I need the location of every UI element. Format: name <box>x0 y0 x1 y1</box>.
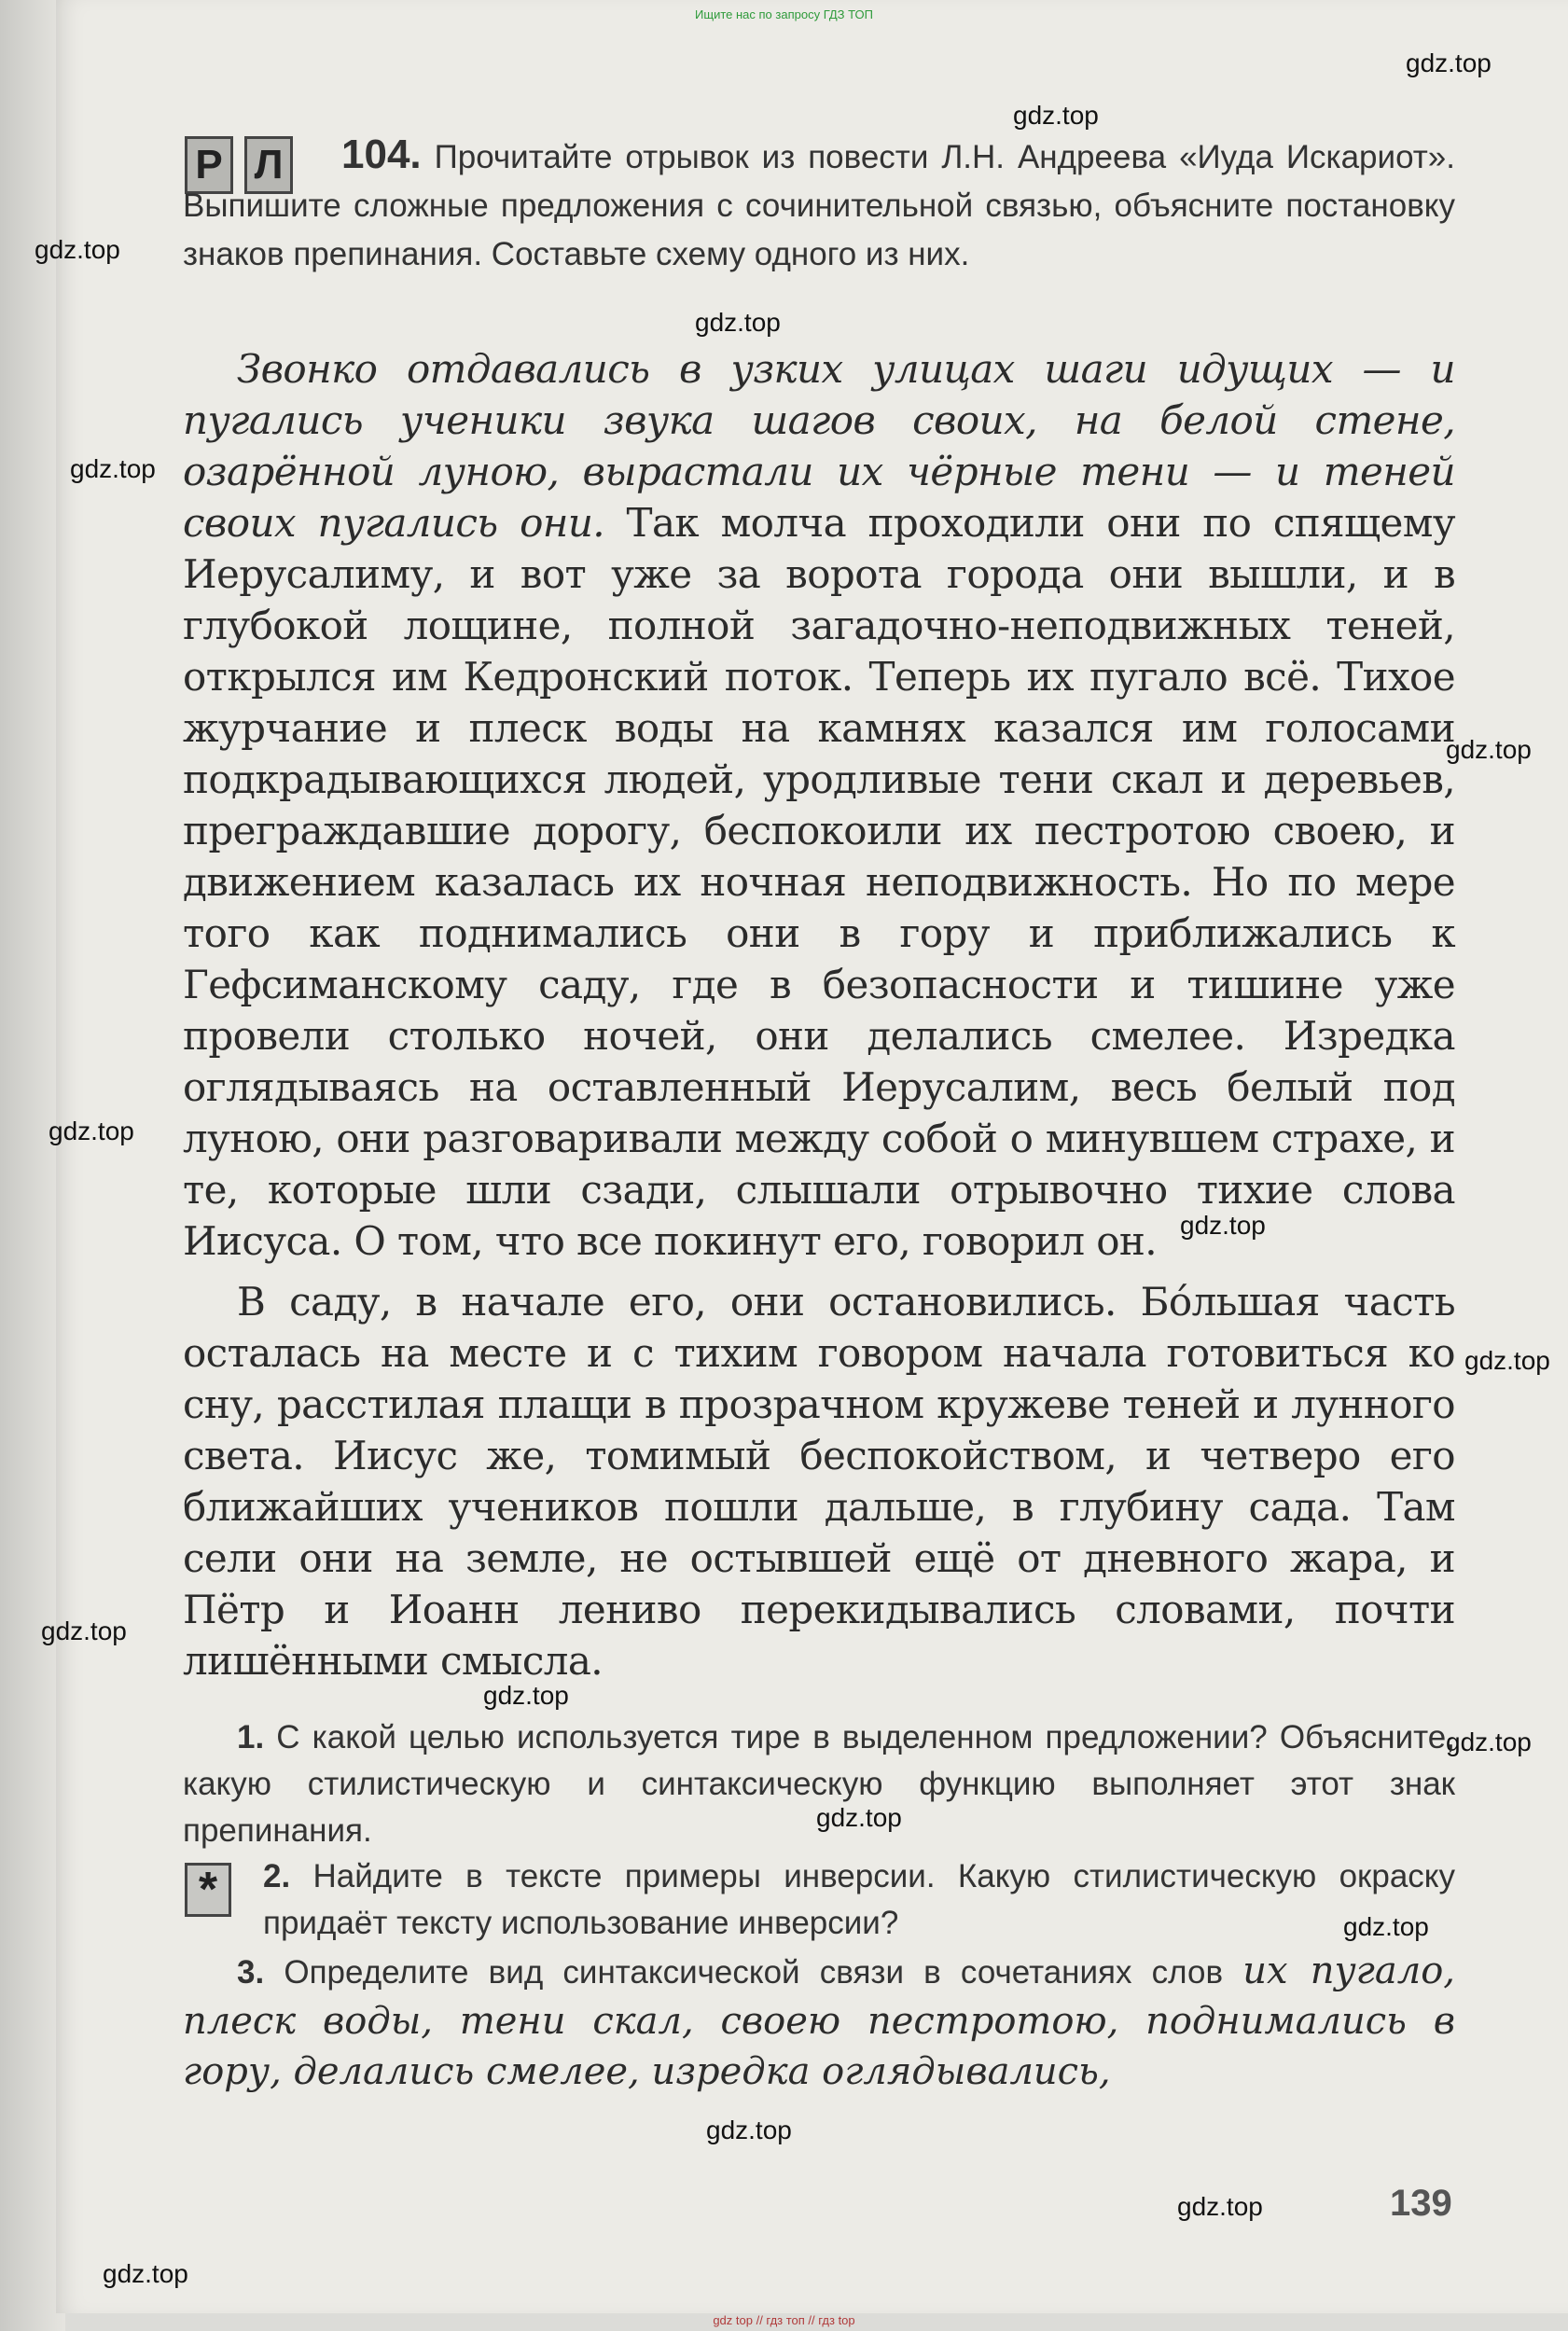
passage-text: Так молча проходили они по спящему Иерусалиму, и вот уже за ворота города они вышли, и в глубокой лощине, полной загадочно-неподвижных теней, открылся им Кедронский поток. Теперь их пугало всё. Тихое журчание и плеск воды на камнях казался им голосами подкрадывающихся людей, уродливые тени скал и деревьев, преграждавшие дорогу, беспокоили их пестротою своею, и движением казалась их ночная неподвижность. Но по мере того как поднимались они в гору и приближались к Гефсиманскому саду, где в безопасности и тишине уже провели столько ночей, они делались смелее. Изредка оглядываясь на оставленный Иерусалим, весь белый под луною, они разговаривали между собой о минувшем страхе, и те, которые шли сзади, слышали отрывочно тихие слова Иисуса. О том, что все покинут его, говорил он. <box>183 500 1455 1264</box>
passage-text-2: В саду, в начале его, они остановились. Бóльшая часть осталась на месте и с тихим говором начала готовиться ко сну, расстилая плащи в прозрачном кружеве теней и лунного света. Иисус же, томимый беспокойством, и четверо его ближайших учеников пошли дальше, в глубину сада. Там сели они на земле, не остывшей ещё от дневного жара, и Пётр и Иоанн лениво перекидывались словами, почти лишёнными смысла. <box>183 1279 1455 1684</box>
watermark: gdz.top <box>1464 1346 1550 1375</box>
badge-l: Л <box>244 136 293 194</box>
watermark: gdz.top <box>1180 1211 1266 1240</box>
exercise-task-text: Прочитайте отрывок из повести Л.Н. Андреева «Иуда Искариот». Выпишите сложные предложения с сочинительной связью, объясните постановку знаков препинания. Составьте схему одного из них. <box>183 139 1455 272</box>
watermark: gdz.top <box>1446 1727 1532 1756</box>
question-number: 2. <box>263 1858 291 1894</box>
question-text: С какой целью используется тире в выделенном предложении? Объясните, какую стилистическую и синтаксическую функцию выполняет этот знак препинания. <box>183 1719 1455 1849</box>
question-1 <box>183 1714 1455 1854</box>
question-word-list: их пугало, плеск воды, тени скал, своею пестротою, поднимались в гору, делались смелее, изредка оглядывались, <box>183 1949 1455 2093</box>
watermark: gdz.top <box>1406 49 1492 77</box>
passage-paragraph-2 <box>183 1276 1455 1686</box>
question-3 <box>183 1947 1455 2098</box>
watermark: gdz.top <box>1446 735 1532 764</box>
question-text: Определите вид синтаксической связи в сочетаниях слов <box>264 1954 1243 1991</box>
watermark: gdz.top <box>706 2116 792 2144</box>
watermark: gdz.top <box>1343 1912 1429 1941</box>
watermark: gdz.top <box>35 235 120 264</box>
watermark: gdz.top <box>1013 101 1099 130</box>
watermark: gdz.top <box>483 1681 569 1710</box>
asterisk-marker: * <box>185 1863 231 1917</box>
question-number: 3. <box>237 1954 265 1991</box>
footer-link[interactable]: gdz top // гдз топ // гдз top <box>713 2313 855 2327</box>
watermark: gdz.top <box>695 308 781 337</box>
watermark: gdz.top <box>41 1616 127 1645</box>
watermark: gdz.top <box>103 2259 188 2288</box>
question-number: 1. <box>237 1719 265 1755</box>
watermark: gdz.top <box>49 1117 134 1145</box>
watermark: gdz.top <box>70 454 156 483</box>
badge-r: Р <box>185 136 233 194</box>
header-link[interactable]: Ищите нас по запросу ГДЗ ТОП <box>695 7 873 21</box>
exercise-number: 104. <box>341 132 422 177</box>
question-text: Найдите в тексте примеры инверсии. Какую стилистическую окраску придаёт тексту использование инверсии? <box>263 1858 1455 1941</box>
passage-paragraph-1 <box>183 343 1455 1267</box>
highlighted-sentence: Звонко отдавались в узких улицах шаги идущих — и пугались ученики звука шагов своих, на белой стене, озарённой луною, вырастали их чёрные тени — и теней своих пугались они. <box>183 346 1455 546</box>
exercise-task <box>183 131 1455 279</box>
watermark: gdz.top <box>1177 2192 1263 2221</box>
page-number: 139 <box>1390 2183 1452 2224</box>
question-2 <box>263 1853 1455 1947</box>
watermark: gdz.top <box>816 1803 902 1832</box>
